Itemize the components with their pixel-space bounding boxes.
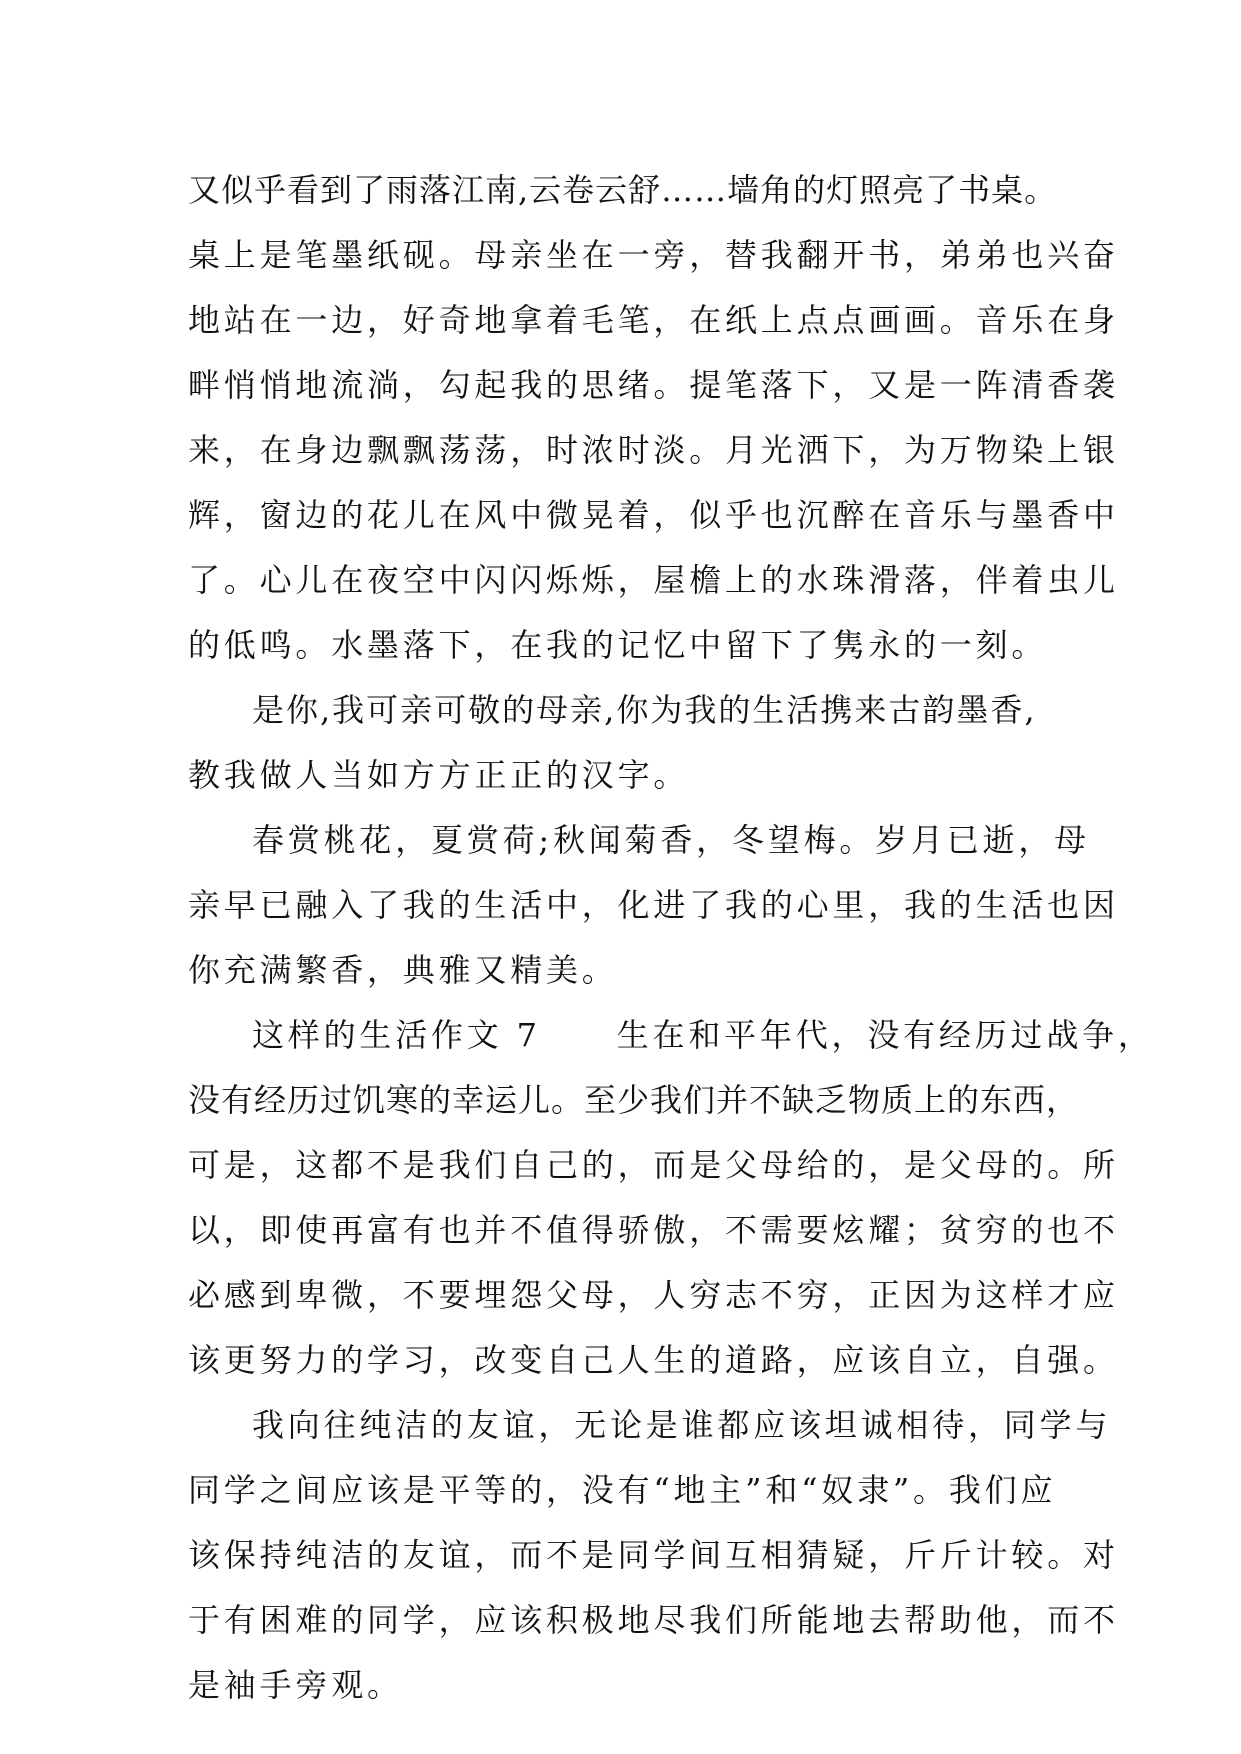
section-opening-text: 生在和平年代，没有经历过战争，: [616, 1016, 1154, 1054]
text-line: 畔悄悄地流淌，勾起我的思绪。提笔落下，又是一阵清香袭: [188, 366, 1119, 404]
text-line: 可是，这都不是我们自己的，而是父母给的，是父母的。所: [188, 1146, 1119, 1184]
text-line: 桌上是笔墨纸砚。母亲坐在一旁，替我翻开书，弟弟也兴奋: [188, 236, 1119, 274]
text-line: 同学之间应该是平等的，没有“地主”和“奴隶”。我们应: [188, 1471, 1057, 1509]
text-line: 是袖手旁观。: [188, 1666, 403, 1704]
text-line: 必感到卑微，不要埋怨父母，人穷志不穷，正因为这样才应: [188, 1276, 1119, 1314]
text-line: 你充满繁香，典雅又精美。: [188, 951, 618, 989]
text-line: 于有困难的同学，应该积极地尽我们所能地去帮助他，而不: [188, 1601, 1119, 1639]
essay-section-line: [188, 1003, 1154, 1068]
text-line: 了。心儿在夜空中闪闪烁烁，屋檐上的水珠滑落，伴着虫儿: [188, 561, 1119, 599]
text-line: 该保持纯洁的友谊，而不是同学间互相猜疑，斤斤计较。对: [188, 1536, 1119, 1574]
essay-title: 这样的生活作文 7: [252, 1016, 541, 1054]
paragraph-first-line: 我向往纯洁的友谊，无论是谁都应该坦诚相待，同学与: [252, 1406, 1112, 1444]
text-line: 地站在一边，好奇地拿着毛笔，在纸上点点画画。音乐在身: [188, 301, 1119, 339]
text-line: 辉，窗边的花儿在风中微晃着，似乎也沉醉在音乐与墨香中: [188, 496, 1119, 534]
paragraph-first-line: 是你,我可亲可敬的母亲,你为我的生活携来古韵墨香,: [252, 691, 1037, 729]
text-line: 来，在身边飘飘荡荡，时浓时淡。月光洒下，为万物染上银: [188, 431, 1119, 469]
text-line: 又似乎看到了雨落江南,云卷云舒……墙角的灯照亮了书桌。: [188, 171, 1058, 209]
text-line: 以，即使再富有也并不值得骄傲，不需要炫耀；贫穷的也不: [188, 1211, 1119, 1249]
text-line: 的低鸣。水墨落下，在我的记忆中留下了隽永的一刻。: [188, 626, 1048, 664]
text-line: 该更努力的学习，改变自己人生的道路，应该自立，自强。: [188, 1341, 1119, 1379]
text-line: 教我做人当如方方正正的汉字。: [188, 756, 690, 794]
text-line: 没有经历过饥寒的幸运儿。至少我们并不缺乏物质上的东西，: [188, 1081, 1080, 1119]
essay-body: [188, 158, 1154, 1718]
paragraph-first-line: 春赏桃花，夏赏荷;秋闻菊香，冬望梅。岁月已逝，母: [252, 821, 1090, 859]
text-line: 亲早已融入了我的生活中，化进了我的心里，我的生活也因: [188, 886, 1119, 924]
